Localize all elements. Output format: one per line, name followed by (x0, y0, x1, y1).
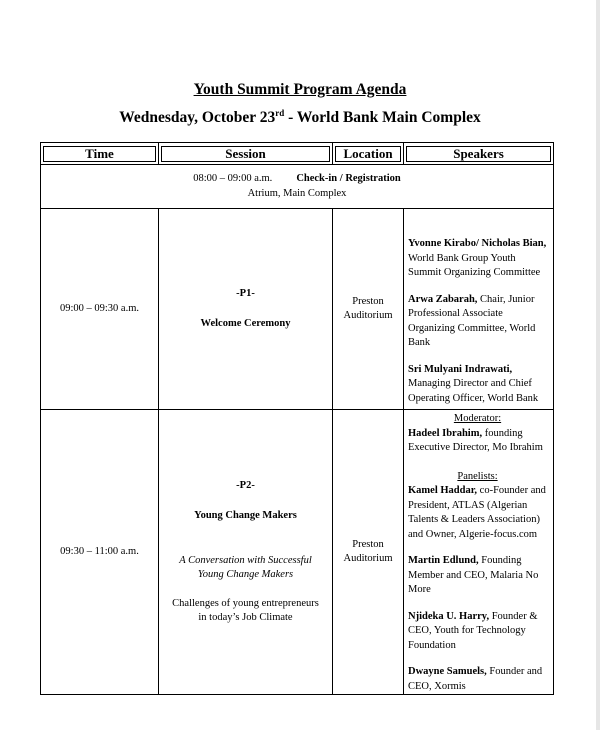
p1-title: Welcome Ceremony (200, 318, 291, 329)
p2-title: Young Change Makers (194, 510, 297, 521)
p1-location-line2: Auditorium (343, 310, 393, 321)
title-text: Youth Summit Program Agenda (193, 81, 407, 98)
p2-panelist: Njideka U. Harry, Founder & CEO, Youth for Technology Foundation (408, 610, 538, 651)
table-row-p2 (41, 410, 554, 695)
table-row-p1 (41, 209, 554, 410)
p1-time: 09:00 – 09:30 a.m. (41, 209, 159, 410)
p2-location-line2: Auditorium (343, 553, 393, 564)
p2-description: Challenges of young entrepreneurs in today’s Job Climate (172, 597, 319, 623)
document-subtitle (0, 103, 600, 128)
moderator-label: Moderator: (453, 413, 502, 424)
p1-code: -P1- (236, 287, 255, 299)
checkin-cell (41, 165, 554, 209)
p1-location (333, 209, 404, 410)
p1-speaker: Sri Mulyani Indrawati, Managing Director and Chief Operating Officer, World Bank (408, 363, 539, 404)
header-session: Session (159, 143, 333, 165)
checkin-label: Check-in / Registration (296, 173, 401, 184)
p2-panelist: Kamel Haddar, co-Founder and President, ATLAS (Algerian Talents & Leaders Association) and Owner, Algerie-focus.com (408, 485, 546, 540)
header-speakers: Speakers (404, 143, 554, 165)
checkin-location: Atrium, Main Complex (247, 187, 347, 199)
p1-speaker: Yvonne Kirabo/ Nicholas Bian, World Bank Group Youth Summit Organizing Committee (408, 238, 547, 278)
subtitle-venue: - World Bank Main Complex (284, 109, 481, 126)
header-time: Time (41, 143, 159, 165)
p2-session (159, 410, 333, 695)
subtitle-date: Wednesday, October 23 (119, 109, 276, 126)
checkin-time: 08:00 – 09:00 a.m. (193, 173, 273, 184)
p2-subtitle: A Conversation with Successful Young Change Makers (179, 554, 312, 580)
p1-session (159, 209, 333, 410)
p1-speaker: Arwa Zabarah, Chair, Junior Professional Associate Organizing Committee, World Bank (408, 293, 536, 348)
p2-panelist: Dwayne Samuels, Founder and CEO, Xormis (408, 666, 543, 692)
panelists-label: Panelists: (457, 470, 498, 482)
table-header-row (41, 143, 554, 165)
document-title (0, 80, 600, 100)
table-row-checkin (41, 165, 554, 209)
p2-moderator: Hadeel Ibrahim, founding Executive Director, Mo Ibrahim (408, 427, 543, 453)
p2-code: -P2- (236, 479, 255, 491)
p2-location (333, 410, 404, 695)
p1-speakers (404, 209, 554, 410)
header-location: Location (333, 143, 404, 165)
p2-speakers (404, 410, 554, 695)
p1-location-line1: Preston (352, 295, 384, 307)
p2-panelist: Martin Edlund, Founding Member and CEO, Malaria No More (408, 555, 539, 595)
p2-time: 09:30 – 11:00 a.m. (41, 410, 159, 695)
agenda-table (40, 142, 554, 695)
p2-location-line1: Preston (352, 538, 384, 550)
subtitle-ordinal: rd (275, 108, 285, 118)
